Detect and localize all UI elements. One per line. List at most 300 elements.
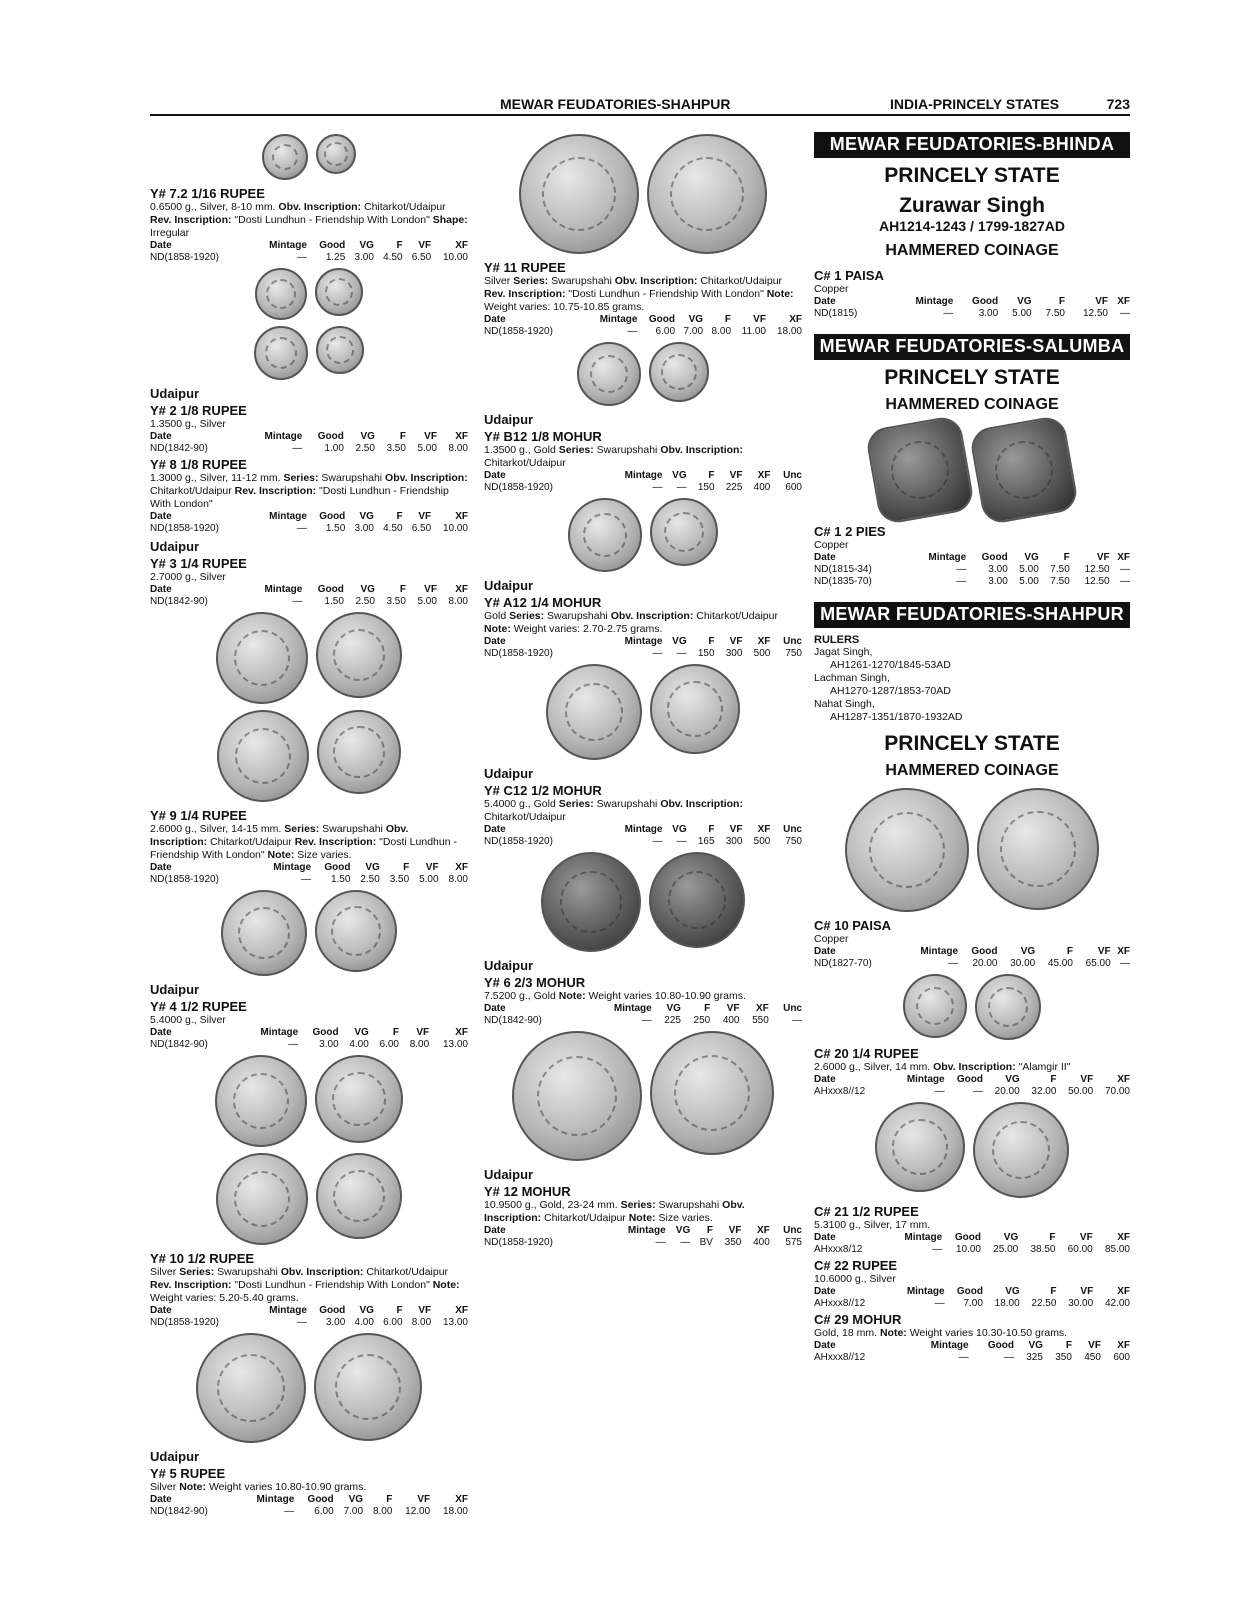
valuation-table: [150, 862, 468, 886]
valuation-table: [484, 314, 802, 338]
table-header: F: [1050, 1074, 1057, 1085]
table-cell: 6.00: [379, 1039, 399, 1050]
table-row: [814, 576, 1130, 588]
table-header: XF: [755, 1003, 769, 1014]
coin-photo-pair: [150, 268, 468, 320]
table-cell: 300: [725, 648, 743, 659]
table-cell: 10.00: [955, 1244, 981, 1255]
table-header: Unc: [783, 636, 802, 647]
table-cell: —: [972, 1086, 983, 1097]
table-row: [150, 1506, 468, 1518]
table-cell: 3.00: [325, 1317, 346, 1328]
table-header: Good: [319, 1305, 346, 1316]
table-header: Mintage: [627, 1225, 666, 1236]
coin-reverse-image: [316, 134, 356, 174]
table-cell: ND(1835-70): [814, 576, 872, 587]
table-cell: 38.50: [1030, 1244, 1056, 1255]
table-cell: 550: [752, 1015, 769, 1026]
table-cell: —: [1120, 958, 1130, 969]
table-cell: 42.00: [1104, 1298, 1130, 1309]
table-cell: 400: [753, 1237, 770, 1248]
table-header: F: [403, 862, 410, 873]
mint-region-label: Udaipur: [484, 1167, 534, 1182]
table-cell: 18.00: [776, 326, 802, 337]
table-header: VG: [1005, 1074, 1020, 1085]
valuation-table: [150, 584, 468, 608]
coin-description: 1.3000 g., Silver, 11-12 mm. Series: Swarupshahi Obv. Inscription: Chitarkot/Udaipur Rev. Inscription: "Dosti Lundhun - Friendship With London": [150, 472, 468, 510]
table-header: VF: [1080, 1286, 1094, 1297]
table-cell: —: [792, 1015, 802, 1026]
table-header: Date: [814, 552, 836, 563]
table-cell: 4.00: [349, 1039, 369, 1050]
coin-obverse-image: [875, 1102, 965, 1192]
coin-obverse-image: [196, 1333, 306, 1443]
table-cell: 8.00: [448, 874, 468, 885]
coin-description: 2.7000 g., Silver: [150, 571, 226, 583]
table-cell: 1.00: [324, 443, 344, 454]
table-cell: 750: [785, 648, 802, 659]
coin-description: 5.4000 g., Silver: [150, 1014, 226, 1026]
coin-photo-pair: [484, 1031, 802, 1161]
table-cell: —: [296, 1317, 307, 1328]
table-cell: 6.00: [655, 326, 676, 337]
coin-obverse-image: [215, 1055, 307, 1147]
coin-photo-pair: [150, 1333, 468, 1443]
coin-description: 7.5200 g., Gold Note: Weight varies 10.80-10.90 grams.: [484, 990, 746, 1002]
table-cell: 350: [1055, 1352, 1072, 1363]
coin-obverse-image: [221, 890, 307, 976]
table-header: Date: [814, 1286, 836, 1297]
coin-title: C# 1 2 PIES: [814, 524, 886, 539]
table-header: Mintage: [260, 1027, 299, 1038]
table-cell: 12.50: [1084, 564, 1110, 575]
coin-photo-pair: [150, 612, 468, 704]
table-row: [484, 1237, 802, 1249]
table-cell: 3.00: [354, 252, 374, 263]
table-cell: 350: [724, 1237, 742, 1248]
valuation-table: [814, 1232, 1130, 1256]
coin-title: Y# 12 MOHUR: [484, 1184, 571, 1199]
table-row: [150, 1039, 468, 1051]
table-cell: 25.00: [993, 1244, 1019, 1255]
table-header: VG: [688, 314, 704, 325]
table-row: [814, 1086, 1130, 1098]
table-cell: —: [956, 564, 967, 575]
coin-description: Copper: [814, 933, 849, 945]
table-cell: 500: [753, 648, 771, 659]
table-cell: 3.00: [978, 308, 999, 319]
coin-reverse-image: [977, 788, 1099, 910]
table-row: [150, 523, 468, 535]
table-header: XF: [455, 1027, 468, 1038]
table-cell: 6.50: [411, 252, 432, 263]
coinage-heading: HAMMERED COINAGE: [885, 762, 1059, 779]
coin-reverse-image: [317, 710, 401, 794]
table-cell: —: [296, 523, 307, 534]
coin-reverse-image: [316, 1153, 402, 1239]
table-cell: 10.00: [442, 523, 468, 534]
table-cell: —: [934, 1086, 945, 1097]
table-cell: 2.50: [360, 874, 380, 885]
table-cell: —: [284, 1506, 295, 1517]
table-cell: 1.50: [330, 874, 351, 885]
table-header: Mintage: [269, 511, 307, 522]
table-header: Unc: [783, 1225, 802, 1236]
table-header: VG: [1020, 946, 1036, 957]
table-cell: —: [932, 1244, 943, 1255]
valuation-table: [484, 1003, 802, 1027]
table-row: [814, 308, 1130, 320]
table-cell: 18.00: [442, 1506, 468, 1517]
table-row: [814, 1244, 1130, 1256]
princely-state-heading: PRINCELY STATE: [884, 732, 1060, 755]
table-header: XF: [757, 824, 771, 835]
coin-obverse-image: [216, 1153, 308, 1245]
table-cell: —: [934, 1298, 945, 1309]
table-cell: 225: [725, 482, 743, 493]
table-cell: 7.50: [1050, 576, 1070, 587]
table-header: XF: [455, 240, 468, 251]
table-header: VG: [675, 1225, 691, 1236]
table-cell: —: [1120, 308, 1130, 319]
valuation-table: [814, 946, 1130, 970]
table-header: XF: [455, 431, 468, 442]
table-header: F: [1058, 296, 1065, 307]
table-header: VF: [729, 824, 743, 835]
table-header: F: [392, 1027, 399, 1038]
valuation-table: [150, 511, 468, 535]
ruler-entry-name: Nahat Singh,: [814, 698, 875, 710]
table-cell: —: [1003, 1352, 1014, 1363]
coin-title: Y# C12 1/2 MOHUR: [484, 783, 602, 798]
coin-obverse-image: [546, 664, 642, 760]
table-cell: 12.00: [405, 1506, 431, 1517]
table-cell: 325: [1026, 1352, 1043, 1363]
table-header: Mintage: [904, 1232, 943, 1243]
table-header: VF: [416, 1027, 430, 1038]
table-header: Date: [484, 1225, 506, 1236]
table-cell: —: [676, 482, 687, 493]
coin-obverse-image: [262, 134, 308, 180]
table-row: [814, 1298, 1130, 1310]
table-header: Unc: [783, 470, 802, 481]
table-header: XF: [455, 511, 468, 522]
princely-state-heading: PRINCELY STATE: [884, 164, 1060, 187]
table-cell: ND(1815): [814, 308, 858, 319]
coin-reverse-image: [968, 414, 1079, 525]
coin-description: Silver Note: Weight varies 10.80-10.90 grams.: [150, 1481, 367, 1493]
coin-reverse-image: [315, 268, 363, 316]
valuation-table: [150, 240, 468, 264]
table-header: Good: [319, 240, 346, 251]
table-header: XF: [1117, 1232, 1130, 1243]
table-cell: 20.00: [972, 958, 998, 969]
table-header: VG: [1024, 552, 1039, 563]
mint-region-label: Udaipur: [484, 412, 534, 427]
coin-reverse-image: [649, 852, 745, 948]
table-header: XF: [1117, 946, 1130, 957]
table-header: Date: [150, 1027, 172, 1038]
coin-photo-pair: [150, 710, 468, 802]
table-header: VF: [1095, 296, 1108, 307]
table-header: VG: [672, 824, 687, 835]
valuation-table: [150, 1305, 468, 1329]
table-header: VG: [1005, 1286, 1020, 1297]
ruler-dates: AH1214-1243 / 1799-1827AD: [878, 218, 1065, 234]
valuation-table: [150, 431, 468, 455]
table-cell: 5.00: [1019, 576, 1039, 587]
table-cell: —: [948, 958, 959, 969]
table-cell: ND(1858-1920): [484, 1237, 553, 1248]
table-cell: 18.00: [994, 1298, 1020, 1309]
table-cell: ND(1842-90): [150, 1506, 208, 1517]
table-cell: —: [296, 252, 307, 263]
table-header: VG: [359, 511, 374, 522]
ruler-entry-dates: AH1270-1287/1853-70AD: [830, 685, 951, 697]
table-cell: 7.00: [963, 1298, 983, 1309]
coin-description: Silver Series: Swarupshahi Obv. Inscription: Chitarkot/Udaipur Rev. Inscription: "Dosti Lundhun - Friendship With London" Note: Weight varies: 5.20-5.40 grams.: [150, 1266, 460, 1304]
table-cell: 3.00: [354, 523, 374, 534]
table-row: [814, 1352, 1130, 1364]
table-cell: ND(1858-1920): [484, 836, 553, 847]
column-left: [150, 130, 468, 1520]
table-cell: 8.00: [372, 1506, 393, 1517]
table-cell: 30.00: [1068, 1298, 1094, 1309]
table-cell: 3.00: [319, 1039, 339, 1050]
table-cell: 165: [697, 836, 715, 847]
table-cell: —: [292, 596, 303, 607]
coin-reverse-image: [316, 612, 402, 698]
table-header: VF: [418, 511, 432, 522]
section-banner-bhinda: MEWAR FEUDATORIES-BHINDA: [814, 132, 1130, 158]
table-header: VG: [672, 470, 687, 481]
coin-photo-pair: [150, 1153, 468, 1245]
table-cell: 3.00: [988, 564, 1008, 575]
table-header: Date: [150, 511, 172, 522]
table-header: Good: [956, 1074, 983, 1085]
table-cell: AHxxx8//12: [814, 1298, 866, 1309]
table-header: VF: [729, 470, 743, 481]
coin-photo-pair: [484, 134, 802, 254]
coin-description: Gold Series: Swarupshahi Obv. Inscription: Chitarkot/Udaipur Note: Weight varies: 2.70-2.75 grams.: [484, 610, 778, 635]
coin-photo-pair: [814, 1102, 1130, 1198]
table-cell: 4.50: [383, 523, 403, 534]
table-cell: BV: [699, 1237, 713, 1248]
table-cell: 60.00: [1067, 1244, 1093, 1255]
coin-description: 5.4000 g., Gold Series: Swarupshahi Obv. Inscription: Chitarkot/Udaipur: [484, 798, 743, 823]
table-header: VF: [726, 1003, 740, 1014]
coin-photo-pair: [814, 974, 1130, 1040]
table-cell: ND(1858-1920): [484, 326, 553, 337]
table-header: F: [704, 1003, 711, 1014]
table-header: F: [706, 1225, 713, 1236]
coin-photo-pair: [150, 326, 468, 380]
table-cell: 8.00: [448, 596, 468, 607]
coin-description: 2.6000 g., Silver, 14 mm. Obv. Inscription: "Alamgir II": [814, 1061, 1071, 1073]
table-cell: ND(1858-1920): [150, 252, 219, 263]
running-head: [150, 94, 1130, 116]
table-header: Date: [484, 636, 506, 647]
valuation-table: [814, 552, 1130, 588]
table-header: F: [724, 314, 732, 325]
table-cell: 70.00: [1104, 1086, 1130, 1097]
table-header: VG: [359, 1305, 374, 1316]
table-header: XF: [1117, 1074, 1130, 1085]
table-header: F: [708, 824, 715, 835]
table-cell: ND(1858-1920): [150, 523, 219, 534]
table-cell: 6.00: [383, 1317, 403, 1328]
table-header: F: [399, 431, 406, 442]
ruler-entry-name: Lachman Singh,: [814, 672, 890, 684]
ruler-entry-name: Jagat Singh,: [814, 646, 873, 658]
table-cell: 45.00: [1047, 958, 1073, 969]
table-row: [484, 326, 802, 338]
table-header: VF: [418, 1305, 432, 1316]
coin-photo-pair: [150, 1055, 468, 1147]
table-cell: 150: [697, 648, 715, 659]
coin-obverse-image: [864, 414, 975, 525]
table-header: Good: [312, 1027, 339, 1038]
table-header: Mintage: [264, 584, 303, 595]
table-cell: —: [676, 648, 687, 659]
table-header: F: [396, 511, 403, 522]
coin-title: Y# 5 RUPEE: [150, 1466, 226, 1481]
table-cell: ND(1858-1920): [150, 1317, 219, 1328]
column-right: [814, 130, 1130, 1366]
table-cell: 32.00: [1031, 1086, 1057, 1097]
table-header: VG: [1028, 1340, 1043, 1351]
table-cell: 600: [785, 482, 802, 493]
coin-photo-pair: [484, 342, 802, 406]
valuation-table: [814, 1286, 1130, 1310]
table-cell: —: [680, 1237, 691, 1248]
table-header: Good: [972, 296, 999, 307]
table-header: Date: [484, 824, 506, 835]
table-header: VF: [1088, 1340, 1101, 1351]
table-cell: 4.50: [383, 252, 403, 263]
table-header: Good: [981, 552, 1008, 563]
coin-obverse-image: [254, 326, 308, 380]
table-cell: AHxxx8//12: [814, 1086, 866, 1097]
table-row: [814, 958, 1130, 970]
mint-region-label: Udaipur: [150, 982, 200, 997]
table-header: VF: [1096, 552, 1110, 563]
mint-region-label: Udaipur: [150, 386, 200, 401]
mint-region-label: Udaipur: [484, 766, 534, 781]
table-header: Good: [317, 431, 344, 442]
table-cell: 12.50: [1084, 576, 1110, 587]
coin-title: C# 1 PAISA: [814, 268, 884, 283]
coin-reverse-image: [315, 1055, 403, 1143]
coin-reverse-image: [314, 1333, 422, 1441]
table-header: XF: [455, 584, 468, 595]
table-cell: 12.50: [1082, 308, 1108, 319]
coin-reverse-image: [650, 1031, 774, 1155]
table-header: Mintage: [256, 1494, 295, 1505]
table-header: Unc: [783, 1003, 802, 1014]
table-header: XF: [1117, 1340, 1130, 1351]
coin-description: 0.6500 g., Silver, 8-10 mm. Obv. Inscription: Chitarkot/Udaipur Rev. Inscription: "Dosti Lundhun - Friendship With London" Shape: Irregular: [150, 201, 468, 239]
table-cell: ND(1842-90): [150, 1039, 208, 1050]
table-cell: 7.00: [683, 326, 704, 337]
table-header: F: [1049, 1232, 1056, 1243]
table-row: [814, 564, 1130, 576]
table-cell: 22.50: [1031, 1298, 1057, 1309]
coin-obverse-image: [217, 710, 309, 802]
table-header: VF: [753, 314, 766, 325]
table-header: Date: [150, 431, 172, 442]
table-cell: 2.50: [355, 596, 375, 607]
coin-description: 10.6000 g., Silver: [814, 1273, 896, 1285]
table-cell: 1.25: [325, 252, 346, 263]
table-header: XF: [757, 636, 771, 647]
coin-photo-pair: [484, 498, 802, 572]
column-middle: [484, 130, 802, 1251]
table-header: VG: [360, 584, 375, 595]
table-header: Date: [814, 1340, 836, 1351]
table-header: Mintage: [624, 470, 663, 481]
coin-obverse-image: [577, 342, 641, 406]
table-cell: —: [1120, 576, 1130, 587]
table-header: Good: [319, 511, 346, 522]
coin-entries: [814, 788, 1130, 1364]
valuation-table: [484, 1225, 802, 1249]
valuation-table: [150, 1494, 468, 1518]
coin-title: Y# 3 1/4 RUPEE: [150, 556, 247, 571]
ruler-entry-dates: AH1261-1270/1845-53AD: [830, 659, 951, 671]
table-cell: —: [288, 1039, 299, 1050]
table-row: [484, 648, 802, 660]
table-cell: 20.00: [994, 1086, 1020, 1097]
table-header: F: [1050, 1286, 1057, 1297]
coin-title: Y# 7.2 1/16 RUPEE: [150, 186, 265, 201]
table-cell: 450: [1084, 1352, 1101, 1363]
table-header: VG: [359, 240, 374, 251]
table-cell: ND(1815-34): [814, 564, 872, 575]
table-cell: AHxxx8/12: [814, 1244, 863, 1255]
table-cell: —: [943, 308, 954, 319]
table-cell: 750: [785, 836, 802, 847]
table-cell: 2.50: [355, 443, 375, 454]
table-cell: 8.00: [711, 326, 732, 337]
coin-title: Y# 4 1/2 RUPEE: [150, 999, 247, 1014]
table-header: Mintage: [915, 296, 954, 307]
table-header: Mintage: [599, 314, 638, 325]
coin-reverse-image: [650, 498, 718, 566]
rulers-list: [814, 646, 1130, 724]
table-header: VG: [360, 431, 375, 442]
table-cell: 5.00: [419, 874, 439, 885]
coin-photo-pair: [484, 664, 802, 760]
table-header: VG: [672, 636, 687, 647]
coin-obverse-image: [903, 974, 967, 1038]
table-header: Good: [317, 584, 344, 595]
princely-state-heading: PRINCELY STATE: [884, 366, 1060, 389]
table-cell: 5.00: [1019, 564, 1039, 575]
table-header: VF: [425, 862, 439, 873]
coin-obverse-image: [845, 788, 969, 912]
coin-title: C# 10 PAISA: [814, 918, 892, 933]
coin-title: C# 21 1/2 RUPEE: [814, 1204, 919, 1219]
table-header: Date: [484, 470, 506, 481]
table-header: Good: [954, 1232, 981, 1243]
rulers-label: RULERS: [814, 634, 860, 646]
table-row: [484, 1015, 802, 1027]
table-header: VF: [418, 240, 432, 251]
table-cell: 7.50: [1050, 564, 1070, 575]
table-header: VG: [365, 862, 380, 873]
ruler-entry-dates: AH1287-1351/1870-1932AD: [830, 711, 963, 723]
